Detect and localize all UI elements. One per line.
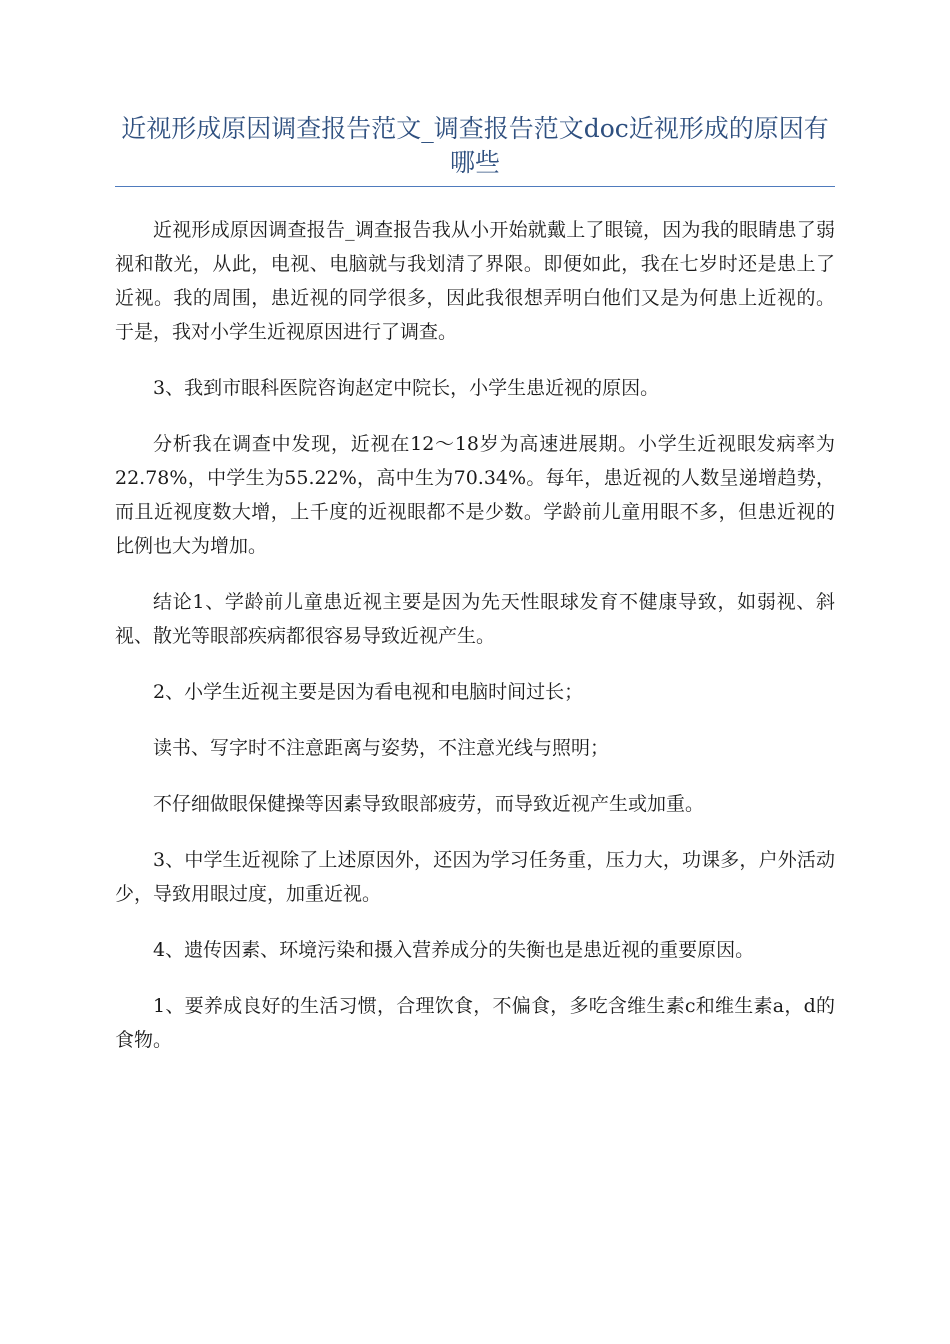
paragraph: 读书、写字时不注意距离与姿势，不注意光线与照明； [153,737,610,759]
paragraph: 不仔细做眼保健操等因素导致眼部疲劳，而导致近视产生或加重。 [153,793,705,815]
paragraph: 结论1、学龄前儿童患近视主要是因为先天性眼球发育不健康导致，如弱视、斜视、散光等眼部疾病都很容易导致近视产生。 [115,591,835,647]
paragraph: 3、我到市眼科医院咨询赵定中院长，小学生患近视的原因。 [153,377,660,399]
paragraph: 4、遗传因素、环境污染和摄入营养成分的失衡也是患近视的重要原因。 [153,939,755,961]
document-title: 近视形成原因调查报告范文_调查报告范文doc近视形成的原因有哪些 [115,112,835,187]
paragraph: 2、小学生近视主要是因为看电视和电脑时间过长； [153,681,584,703]
paragraph: 近视形成原因调查报告_调查报告我从小开始就戴上了眼镜，因为我的眼睛患了弱视和散光，从此，电视、电脑就与我划清了界限。即便如此，我在七岁时还是患上了近视。我的周围，患近视的同学很多，因此我很想弄明白他们又是为何患上近视的。于是，我对小学生近视原因进行了调查。 [115,219,835,343]
paragraph: 1、要养成良好的生活习惯，合理饮食，不偏食，多吃含维生素c和维生素a，d的食物。 [115,995,835,1051]
paragraph: 3、中学生近视除了上述原因外，还因为学习任务重，压力大，功课多，户外活动少，导致用眼过度，加重近视。 [115,849,835,905]
document-body [115,213,835,1057]
document-page [115,112,835,1079]
paragraph: 分析我在调查中发现，近视在12～18岁为高速进展期。小学生近视眼发病率为22.78%，中学生为55.22%，高中生为70.34%。每年，患近视的人数呈递增趋势，而且近视度数大增，上千度的近视眼都不是少数。学龄前儿童用眼不多，但患近视的比例也大为增加。 [115,433,835,557]
